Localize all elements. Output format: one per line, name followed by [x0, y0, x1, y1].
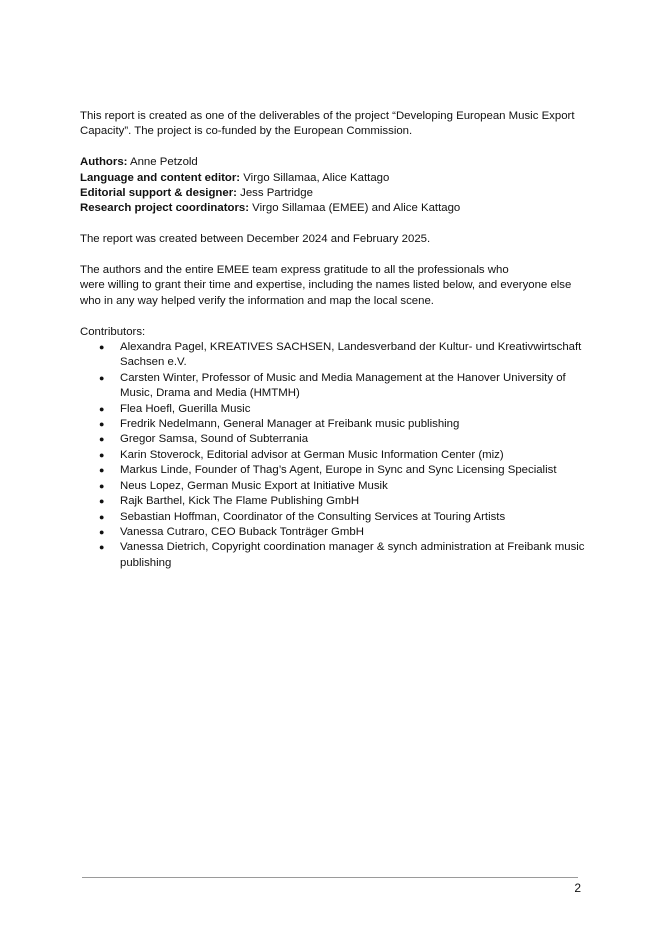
list-item: [80, 371, 590, 402]
credits-block: [80, 155, 590, 217]
bullet-icon: ●: [99, 342, 105, 353]
intro-paragraph: This report is created as one of the deliverables of the project “Developing European Music Export Capacity”. The project is co-funded by the European Commission.: [80, 110, 575, 138]
contributor-text: Flea Hoefl, Guerilla Music: [120, 402, 251, 415]
spacer: [80, 309, 590, 324]
credit-value: Virgo Sillamaa, Alice Kattago: [240, 171, 390, 184]
bullet-icon: ●: [99, 542, 105, 553]
credit-label: Language and content editor:: [80, 171, 241, 184]
bullet-icon: ●: [99, 434, 105, 445]
list-item: [80, 525, 590, 540]
list-item: [80, 510, 590, 525]
credit-value: Virgo Sillamaa (EMEE) and Alice Kattago: [249, 202, 461, 215]
list-item: [80, 494, 590, 509]
contributor-text: Carsten Winter, Professor of Music and Media Management at the Hanover University of Music, Drama and Media (HMTMH): [120, 371, 566, 400]
list-item: [80, 540, 590, 571]
gratitude-line-2: were willing to grant their time and expertise, including the names listed below, and everyone else who in any way helped verify the information and map the local scene.: [80, 279, 572, 307]
bullet-icon: ●: [99, 511, 105, 522]
list-item: [80, 479, 590, 494]
bullet-icon: ●: [99, 372, 105, 383]
gratitude-paragraph: [80, 263, 590, 309]
list-item: [80, 463, 590, 478]
bullet-icon: ●: [99, 526, 105, 537]
bullet-icon: ●: [99, 419, 105, 430]
contributor-text: Markus Linde, Founder of Thag’s Agent, Europe in Sync and Sync Licensing Specialist: [120, 464, 557, 477]
bullet-icon: ●: [99, 496, 105, 507]
period-paragraph: The report was created between December 2024 and February 2025.: [80, 233, 431, 246]
footer-divider: [82, 877, 578, 878]
contributor-text: Rajk Barthel, Kick The Flame Publishing GmbH: [120, 495, 360, 508]
credit-editor: [80, 171, 590, 186]
gratitude-line-1: The authors and the entire EMEE team express gratitude to all the professionals who: [80, 264, 509, 277]
credit-designer: [80, 186, 590, 201]
credit-label: Authors:: [80, 156, 128, 169]
contributor-text: Sebastian Hoffman, Coordinator of the Consulting Services at Touring Artists: [120, 510, 506, 523]
contributor-text: Gregor Samsa, Sound of Subterrania: [120, 433, 309, 446]
credit-authors: [80, 155, 590, 170]
contributor-text: Karin Stoverock, Editorial advisor at German Music Information Center (miz): [120, 448, 504, 461]
credit-label: Research project coordinators:: [80, 202, 250, 215]
bullet-icon: ●: [99, 449, 105, 460]
list-item: [80, 402, 590, 417]
bullet-icon: ●: [99, 403, 105, 414]
list-item: [80, 432, 590, 447]
list-item: [80, 340, 590, 371]
bullet-icon: ●: [99, 465, 105, 476]
contributor-text: Neus Lopez, German Music Export at Initiative Musik: [120, 479, 388, 492]
page-number: 2: [574, 881, 581, 895]
credit-value: Anne Petzold: [127, 156, 198, 169]
spacer: [80, 140, 590, 155]
contributor-text: Fredrik Nedelmann, General Manager at Freibank music publishing: [120, 418, 460, 431]
contributors-list: [80, 340, 590, 571]
list-item: [80, 448, 590, 463]
list-item: [80, 417, 590, 432]
spacer: [80, 217, 590, 232]
contributor-text: Vanessa Cutraro, CEO Buback Tonträger GmbH: [120, 525, 364, 538]
credit-label: Editorial support & designer:: [80, 187, 237, 200]
credit-value: Jess Partridge: [236, 187, 313, 200]
credit-coordinators: [80, 201, 590, 216]
contributors-heading: Contributors:: [80, 325, 146, 338]
spacer: [80, 248, 590, 263]
page-content: [80, 109, 590, 571]
contributor-text: Vanessa Dietrich, Copyright coordination manager & synch administration at Freibank music publishing: [120, 541, 585, 569]
contributor-text: Alexandra Pagel, KREATIVES SACHSEN, Landesverband der Kultur- und Kreativwirtschaft Sachsen e.V.: [120, 341, 582, 369]
bullet-icon: ●: [99, 480, 105, 491]
